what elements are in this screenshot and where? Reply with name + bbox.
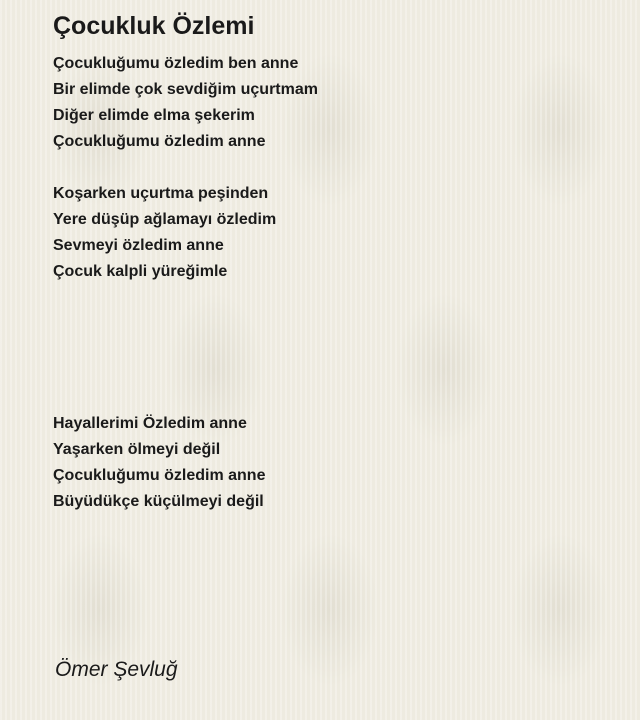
poem-line: Çocukluğumu özledim anne xyxy=(53,133,266,150)
poem-line: Sevmeyi özledim anne xyxy=(53,237,224,254)
poem-line: Çocuk kalpli yüreğimle xyxy=(53,263,228,280)
poem-title: Çocukluk Özlemi xyxy=(53,12,255,40)
poem-author[interactable]: Ömer Şevluğ xyxy=(55,658,178,681)
poem-line: Yere düşüp ağlamayı özledim xyxy=(53,211,277,228)
stanza-1 xyxy=(53,51,318,155)
stanza-3 xyxy=(53,411,265,515)
poem-line: Hayallerimi Özledim anne xyxy=(53,415,247,432)
poem-line: Büyüdükçe küçülmeyi değil xyxy=(53,493,264,510)
stanza-2 xyxy=(53,181,276,285)
poem-line: Yaşarken ölmeyi değil xyxy=(53,441,221,458)
poem-line: Diğer elimde elma şekerim xyxy=(53,107,255,124)
poem-line: Çocukluğumu özledim anne xyxy=(53,467,266,484)
poem-line: Bir elimde çok sevdiğim uçurtmam xyxy=(53,81,318,98)
poem-line: Çocukluğumu özledim ben anne xyxy=(53,55,299,72)
poem-line: Koşarken uçurtma peşinden xyxy=(53,185,269,202)
